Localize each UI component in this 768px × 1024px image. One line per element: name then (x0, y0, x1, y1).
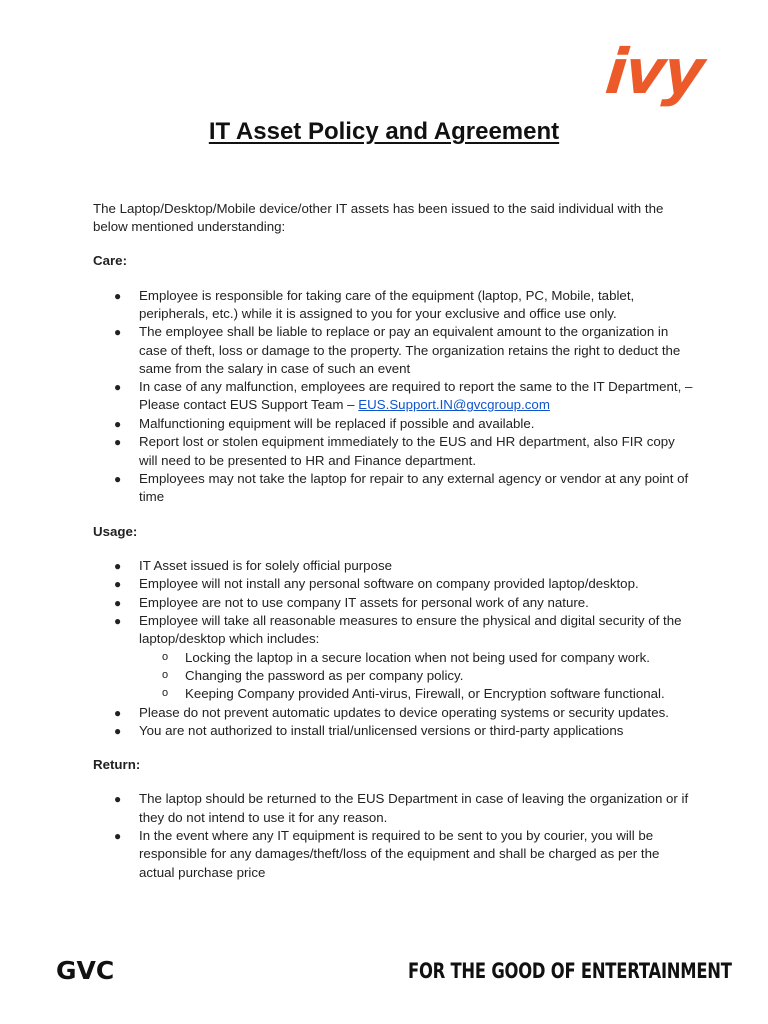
document-body (93, 200, 693, 882)
circle-bullet-icon: o (162, 687, 169, 700)
list-item: ● You are not authorized to install trial/unlicensed versions or third-party applications (93, 722, 693, 740)
usage-heading: Usage: (93, 523, 138, 539)
ivy-logo: ivy (602, 35, 706, 108)
bullet-icon: ● (114, 614, 122, 629)
bullet-icon: ● (114, 724, 122, 739)
return-heading: Return: (93, 757, 141, 773)
care-heading: Care: (93, 253, 127, 269)
list-item: ● Malfunctioning equipment will be replaced if possible and available. (93, 415, 693, 433)
circle-bullet-icon: o (162, 650, 169, 663)
usage-list (93, 557, 693, 741)
bullet-icon: ● (114, 595, 122, 610)
list-item: ● IT Asset issued is for solely official purpose (93, 557, 693, 575)
sub-list-item: o Locking the laptop in a secure location when not being used for company work. (162, 649, 650, 665)
bullet-icon: ● (114, 705, 122, 720)
bullet-icon: ● (114, 288, 122, 303)
eus-support-email-link[interactable]: EUS.Support.IN@gvcgroup.com (358, 397, 550, 413)
list-item: ● The laptop should be returned to the EUS Department in case of leaving the organization or if they do not intend to use it for any reason. (114, 791, 689, 825)
bullet-icon: ● (114, 416, 122, 431)
list-item: ● Please do not prevent automatic updates to device operating systems or security updates. (93, 704, 693, 722)
list-item: ● In case of any malfunction, employees are required to report the same to the IT Department, – Please contact EUS Support Team – EUS.Support.IN@gvcgroup.com (114, 379, 693, 413)
return-list (93, 790, 693, 881)
list-item: ● Employee is responsible for taking care of the equipment (laptop, PC, Mobile, tablet, peripherals, etc.) while it is assigned to you for your exclusive and office use only. (114, 287, 635, 321)
sub-list-item: o Keeping Company provided Anti-virus, Firewall, or Encryption software functional. (162, 686, 665, 702)
care-list (93, 287, 693, 507)
bullet-icon: ● (114, 558, 122, 573)
sub-list-item: o Changing the password as per company policy. (162, 667, 464, 683)
list-item: ● Report lost or stolen equipment immediately to the EUS and HR department, also FIR copy will need to be presented to HR and Finance department. (114, 434, 675, 468)
list-item: ● Employees may not take the laptop for repair to any external agency or vendor at any point of time (114, 471, 689, 505)
list-item: ● In the event where any IT equipment is required to be sent to you by courier, you will be responsible for any damages/theft/loss of the equipment and shall be charged as per the actual purchase price (114, 828, 660, 880)
bullet-icon: ● (114, 472, 122, 487)
bullet-icon: ● (114, 829, 122, 844)
list-item: ● Employee will not install any personal software on company provided laptop/desktop. (93, 575, 693, 593)
footer-tagline: FOR THE GOOD OF ENTERTAINMENT (408, 959, 732, 983)
bullet-icon: ● (114, 380, 122, 395)
list-item: ● Employee will take all reasonable measures to ensure the physical and digital security of the laptop/desktop which includes: o Locking the laptop in a secure location when not being used for company work. o Changing the password as per company policy. o Keeping Company provided Anti-virus, Firewall, or Encryption software functional. (93, 612, 693, 703)
circle-bullet-icon: o (162, 668, 169, 681)
bullet-icon: ● (114, 577, 122, 592)
list-item: ● The employee shall be liable to replace or pay an equivalent amount to the organization in case of theft, loss or damage to the property. The organization retains the right to deduct the same from the salary in case of such an event (114, 324, 681, 376)
security-measures-sublist (139, 649, 693, 704)
bullet-icon: ● (114, 325, 122, 340)
page-title: IT Asset Policy and Agreement (208, 118, 560, 145)
gvc-logo: GVC (56, 956, 115, 985)
list-item: ● Employee are not to use company IT assets for personal work of any nature. (93, 594, 693, 612)
bullet-icon: ● (114, 435, 122, 450)
intro-paragraph: The Laptop/Desktop/Mobile device/other IT assets has been issued to the said individual with the below mentioned understanding: (93, 201, 664, 235)
bullet-icon: ● (114, 792, 122, 807)
